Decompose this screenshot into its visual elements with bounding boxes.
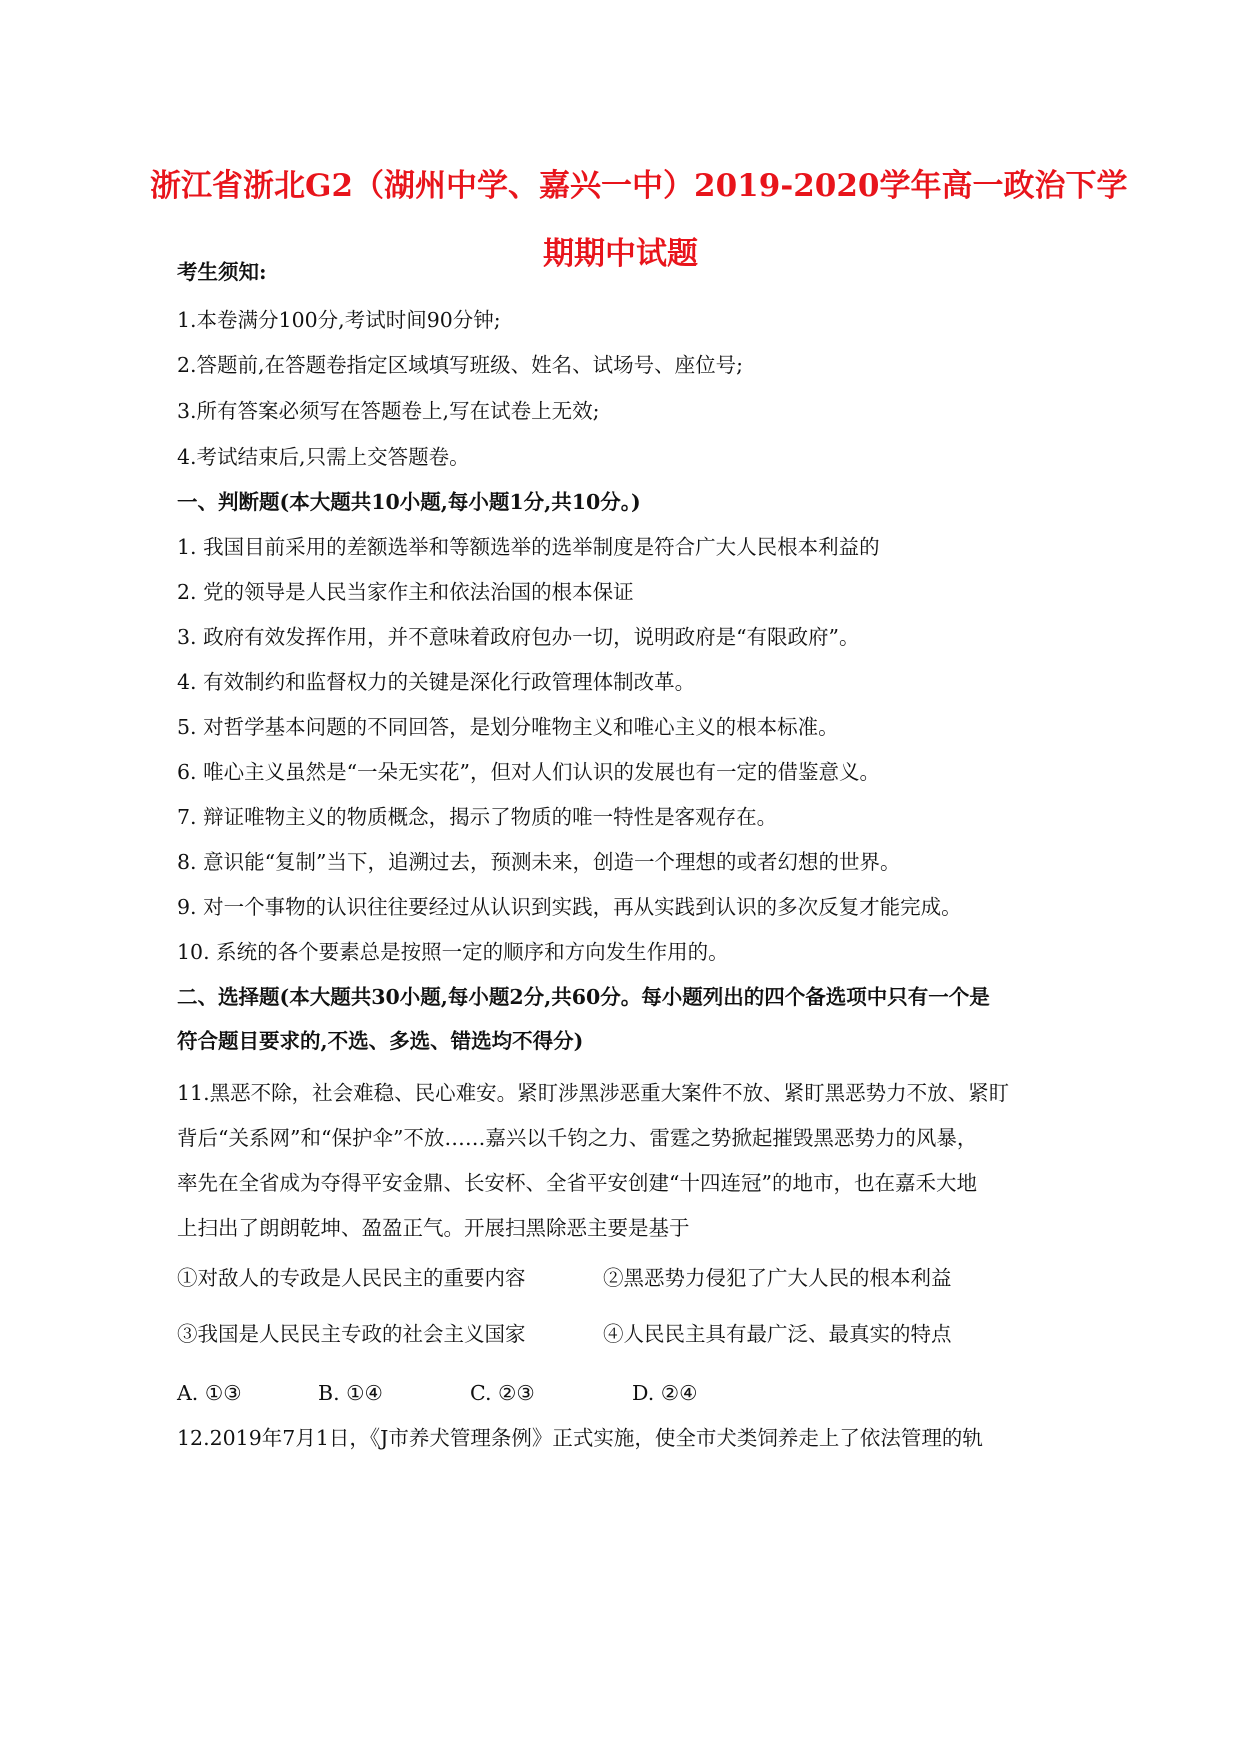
exam-title-line2: 期期中试题 — [543, 236, 698, 272]
judgment-item: 3. 政府有效发挥作用，并不意味着政府包办一切，说明政府是“有限政府”。 — [177, 625, 860, 649]
question-11-line: 11.黑恶不除，社会难稳、民心难安。紧盯涉黑涉恶重大案件不放、紧盯黑恶势力不放、紧盯 — [177, 1081, 1010, 1105]
judgment-item: 1. 我国目前采用的差额选举和等额选举的选举制度是符合广大人民根本利益的 — [177, 535, 880, 559]
notice-item: 4.考试结束后,只需上交答题卷。 — [177, 445, 470, 469]
notice-heading: 考生须知: — [177, 260, 267, 284]
question-11-statement-1: ①对敌人的专政是人民民主的重要内容 — [177, 1266, 526, 1290]
judgment-item: 8. 意识能“复制”当下，追溯过去，预测未来，创造一个理想的或者幻想的世界。 — [177, 850, 901, 874]
question-11-choice-d: D. ②④ — [632, 1381, 698, 1405]
judgment-item: 9. 对一个事物的认识往往要经过从认识到实践，再从实践到认识的多次反复才能完成。 — [177, 895, 962, 919]
judgment-item: 7. 辩证唯物主义的物质概念，揭示了物质的唯一特性是客观存在。 — [177, 805, 778, 829]
judgment-item: 5. 对哲学基本问题的不同回答，是划分唯物主义和唯心主义的根本标准。 — [177, 715, 839, 739]
section2-heading-line1: 二、选择题(本大题共30小题,每小题2分,共60分。每小题列出的四个备选项中只有一个是 — [177, 985, 990, 1009]
question-11-choice-a: A. ①③ — [177, 1381, 242, 1405]
question-11-line: 率先在全省成为夺得平安金鼎、长安杯、全省平安创建“十四连冠”的地市，也在嘉禾大地 — [177, 1171, 977, 1195]
question-11-choice-b: B. ①④ — [318, 1381, 383, 1405]
judgment-item: 10. 系统的各个要素总是按照一定的顺序和方向发生作用的。 — [177, 940, 729, 964]
question-11-statement-2: ②黑恶势力侵犯了广大人民的根本利益 — [603, 1266, 952, 1290]
question-12-line: 12.2019年7月1日，《J市养犬管理条例》正式实施，使全市犬类饲养走上了依法管理的轨 — [177, 1426, 983, 1450]
judgment-item: 4. 有效制约和监督权力的关键是深化行政管理体制改革。 — [177, 670, 696, 694]
section1-heading: 一、判断题(本大题共10小题,每小题1分,共10分。) — [177, 490, 641, 514]
question-11-line: 背后“关系网”和“保护伞”不放……嘉兴以千钧之力、雷霆之势掀起摧毁黑恶势力的风暴， — [177, 1126, 978, 1150]
notice-item: 3.所有答案必须写在答题卷上,写在试卷上无效; — [177, 399, 600, 423]
question-11-line: 上扫出了朗朗乾坤、盈盈正气。开展扫黑除恶主要是基于 — [177, 1216, 690, 1240]
question-11-statement-4: ④人民民主具有最广泛、最真实的特点 — [603, 1322, 952, 1346]
judgment-item: 2. 党的领导是人民当家作主和依法治国的根本保证 — [177, 580, 634, 604]
notice-item: 1.本卷满分100分,考试时间90分钟; — [177, 308, 501, 332]
exam-title-line1: 浙江省浙北G2（湖州中学、嘉兴一中）2019-2020学年高一政治下学 — [150, 168, 1128, 204]
notice-item: 2.答题前,在答题卷指定区域填写班级、姓名、试场号、座位号; — [177, 353, 743, 377]
judgment-item: 6. 唯心主义虽然是“一朵无实花”，但对人们认识的发展也有一定的借鉴意义。 — [177, 760, 881, 784]
question-11-statement-3: ③我国是人民民主专政的社会主义国家 — [177, 1322, 526, 1346]
question-11-choice-c: C. ②③ — [470, 1381, 535, 1405]
section2-heading-line2: 符合题目要求的,不选、多选、错选均不得分) — [177, 1029, 584, 1053]
